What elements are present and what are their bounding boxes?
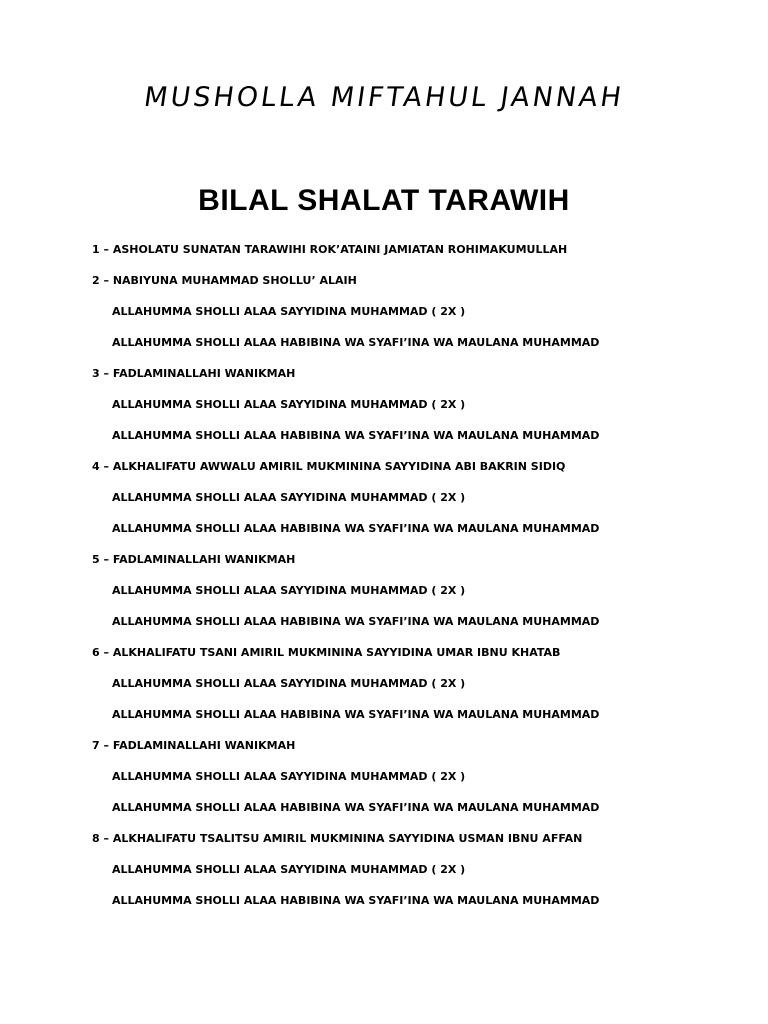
recitation-response-line: ALLAHUMMA SHOLLI ALAA SAYYIDINA MUHAMMAD ( 2X ) [112,677,466,690]
recitation-response-line: ALLAHUMMA SHOLLI ALAA HABIBINA WA SYAFI’INA WA MAULANA MUHAMMAD [112,336,600,349]
recitation-response-line: ALLAHUMMA SHOLLI ALAA SAYYIDINA MUHAMMAD ( 2X ) [112,398,466,411]
recitation-announcement-line: 2 – NABIYUNA MUHAMMAD SHOLLU’ ALAIH [92,274,357,287]
recitation-response-line: ALLAHUMMA SHOLLI ALAA SAYYIDINA MUHAMMAD ( 2X ) [112,305,466,318]
recitation-list [92,241,742,923]
recitation-announcement-line: 4 – ALKHALIFATU AWWALU AMIRIL MUKMININA SAYYIDINA ABI BAKRIN SIDIQ [92,460,566,473]
recitation-response-line: ALLAHUMMA SHOLLI ALAA HABIBINA WA SYAFI’INA WA MAULANA MUHAMMAD [112,801,600,814]
recitation-response-line: ALLAHUMMA SHOLLI ALAA HABIBINA WA SYAFI’INA WA MAULANA MUHAMMAD [112,615,600,628]
recitation-response-line: ALLAHUMMA SHOLLI ALAA HABIBINA WA SYAFI’INA WA MAULANA MUHAMMAD [112,894,600,907]
recitation-response-line: ALLAHUMMA SHOLLI ALAA SAYYIDINA MUHAMMAD ( 2X ) [112,770,466,783]
recitation-response-line: ALLAHUMMA SHOLLI ALAA HABIBINA WA SYAFI’INA WA MAULANA MUHAMMAD [112,708,600,721]
recitation-response-line: ALLAHUMMA SHOLLI ALAA SAYYIDINA MUHAMMAD ( 2X ) [112,491,466,504]
recitation-announcement-line: 8 – ALKHALIFATU TSALITSU AMIRIL MUKMININA SAYYIDINA USMAN IBNU AFFAN [92,832,583,845]
page-title: BILAL SHALAT TARAWIH [198,184,570,217]
recitation-response-line: ALLAHUMMA SHOLLI ALAA HABIBINA WA SYAFI’INA WA MAULANA MUHAMMAD [112,429,600,442]
recitation-response-line: ALLAHUMMA SHOLLI ALAA HABIBINA WA SYAFI’INA WA MAULANA MUHAMMAD [112,522,600,535]
recitation-announcement-line: 5 – FADLAMINALLAHI WANIKMAH [92,553,296,566]
recitation-announcement-line: 7 – FADLAMINALLAHI WANIKMAH [92,739,296,752]
recitation-response-line: ALLAHUMMA SHOLLI ALAA SAYYIDINA MUHAMMAD ( 2X ) [112,863,466,876]
recitation-announcement-line: 3 – FADLAMINALLAHI WANIKMAH [92,367,296,380]
musholla-heading: MUSHOLLA MIFTAHUL JANNAH [142,82,626,113]
recitation-announcement-line: 1 – ASHOLATU SUNATAN TARAWIHI ROK’ATAINI JAMIATAN ROHIMAKUMULLAH [92,243,568,256]
recitation-announcement-line: 6 – ALKHALIFATU TSANI AMIRIL MUKMININA SAYYIDINA UMAR IBNU KHATAB [92,646,561,659]
recitation-response-line: ALLAHUMMA SHOLLI ALAA SAYYIDINA MUHAMMAD ( 2X ) [112,584,466,597]
